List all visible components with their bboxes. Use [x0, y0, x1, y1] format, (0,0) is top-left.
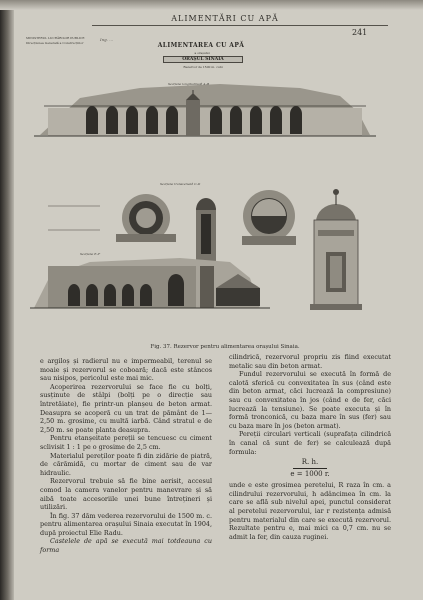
running-header: ALIMENTĂRI CU APĂ: [171, 14, 279, 23]
paragraph: Pentru etanșeitate pereții se tencuesc cu ciment sclivisit 1 : 1 pe o grosime de 2,5 cm.: [40, 434, 212, 451]
page-number: 241: [352, 28, 368, 37]
paragraph: Materialul pereților poate fi din zidărie de piatră, de cărămidă, cu mortar de ciment sau de var hidraulic.: [40, 451, 212, 477]
left-text-column: [40, 357, 212, 555]
right-text-column: [229, 353, 391, 541]
plate-signature: Ing. ...: [100, 37, 114, 42]
paragraph: cilindrică, rezervorul propriu zis fiind executat metalic sau din beton armat.: [229, 353, 391, 370]
plate-place-name: ORAȘUL SINAIA: [163, 56, 243, 63]
fraction-rule: [293, 468, 327, 469]
paragraph: Rezervorul trebuie să fie bine aerisit, accesul comod la camera vanelor pentru manevrare și să aibă toate accesoriile unei bune întrețineri și utilizări.: [40, 477, 212, 512]
ministry-note: MINISTERUL LUCRĂRILOR PUBLICE Direcțiunea Generală a Construcțiilor: [26, 36, 85, 45]
paragraph: e argiloș și radierul nu e impermeabil, terenul se moaie și rezervorul se coboară; dacă este stâncos sau nisipos, pericolul este mai mic.: [40, 357, 212, 383]
plate-scale-label: Rezervor de 1500 m. cubi: [183, 65, 223, 69]
plate-subtitle: a orașului: [194, 51, 210, 55]
paragraph: Fundul rezervorului se execută în formă de calotă sferică cu convexitatea în sus (când este din beton armat, căci lucrează la compresiune) sau cu convexitatea în jos (când e de fer, căci lucrează la tensiune). Se poate executa și în formă tronconică, cu baza mare în sus (fer) sau cu baza mare în jos (beton armat).: [229, 370, 391, 430]
entrance-kiosk-drawing: [310, 189, 362, 310]
formula-prefix: e =: [290, 470, 303, 479]
longitudinal-section-drawing: [34, 84, 376, 136]
figure-caption: Fig. 37. Rezervor pentru alimentarea orașului Sinaia.: [150, 344, 300, 350]
paragraph: Castelele de apă se execută mai totdeauna cu forma: [40, 537, 212, 555]
view-label-longitudinal: Secțiune longitudinală A–B: [168, 82, 210, 86]
reservoir-drawings: [20, 30, 406, 342]
paragraph: Pereții circulari verticali (suprafața cilindrică în canal că sunt de fer) se calculează după formula:: [229, 430, 391, 456]
formula-denominator: 1000 r.: [304, 470, 330, 479]
paragraph: unde e este grosimea peretelui, R raza în cm. a cilindrului rezervorului, h adâncimea în cm. la care se află sub nivelul apei, punctul considerat al peretelui rezervorului, iar r rezistența admisă pentru materialul din care se execută rezervorul. Rezultate pentru e, mai mici ca 0,7 cm. nu se admit la fer, din cauza ruginei.: [229, 481, 391, 541]
formula-numerator: R. h.: [301, 458, 319, 467]
formula: [229, 458, 391, 479]
paragraph: În fig. 37 dăm vederea rezervorului de 1500 m. c. pentru alimentarea orașului Sinaia executat în 1904, după proiectul Elie Radu.: [40, 511, 212, 537]
paragraph: Acoperirea rezervorului se face fie cu bolți, susținute de stâlpi (bolți pe o direcție sau întretăiate), fie printr-un planșeu de beton armat. Deasupra se acoperă cu un trat de pământ de 1—2,50 m. grosime, cu multă iarbă. Când stratul e de 2,50 m. se poate planta deasupra.: [40, 382, 212, 434]
plate-title: ALIMENTAREA CU APĂ: [157, 42, 245, 49]
view-label-section: Secțiune E–F: [80, 252, 101, 256]
cross-section-drawing: [30, 258, 270, 308]
view-label-transverse: Secțiune transversală C–D: [160, 182, 201, 186]
engineering-drawing-plate: [20, 30, 406, 342]
header-rule: [92, 25, 388, 26]
